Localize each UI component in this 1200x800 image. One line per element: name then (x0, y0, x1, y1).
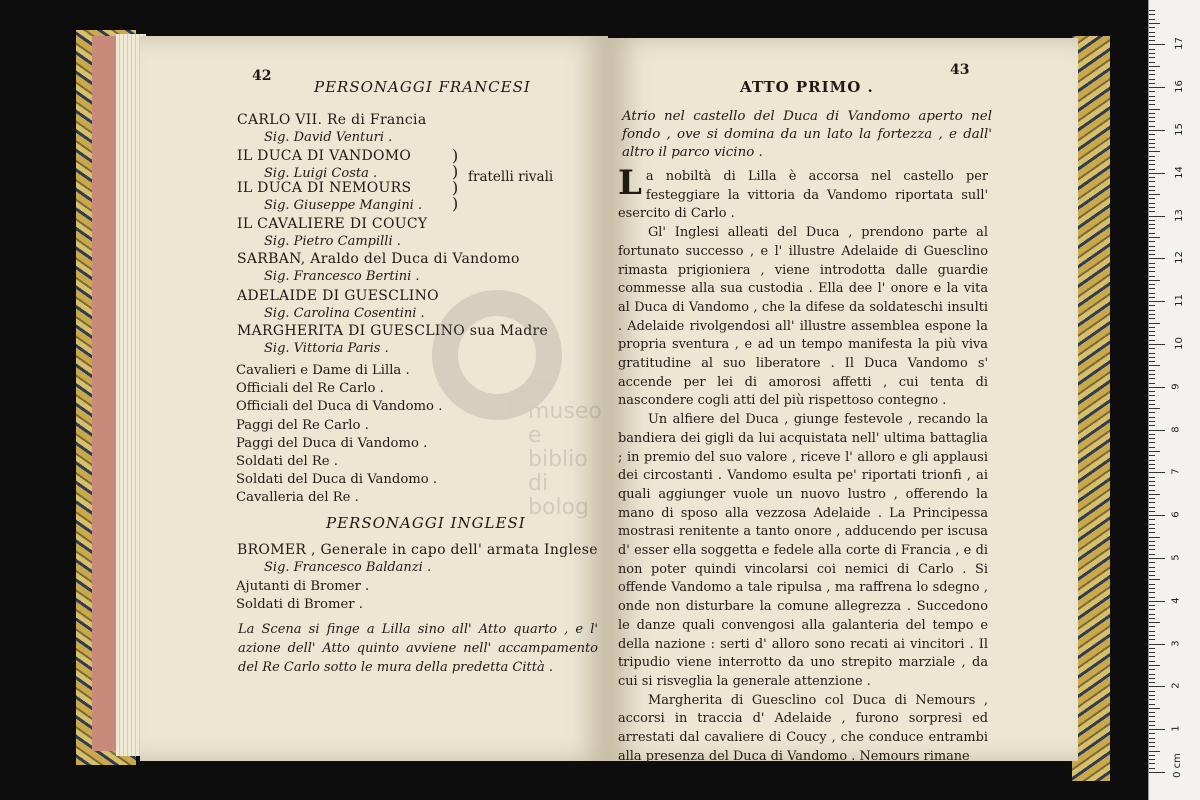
actor-name: Sig. Luigi Costa . (264, 166, 378, 181)
ruler-tick (1149, 464, 1155, 465)
ruler-tick (1149, 763, 1155, 764)
character-name: CARLO VII. Re di Francia (237, 112, 427, 128)
left-page-number: 42 (252, 68, 272, 84)
ruler-tick (1149, 233, 1155, 234)
ruler-tick (1149, 622, 1160, 623)
ruler-tick (1149, 699, 1155, 700)
ruler-tick (1149, 631, 1155, 632)
ruler-tick (1149, 276, 1155, 277)
ruler-tick (1149, 498, 1155, 499)
ruler-tick (1149, 237, 1160, 238)
ruler-tick (1149, 712, 1155, 713)
ruler-tick (1149, 62, 1155, 63)
ruler-tick (1149, 618, 1155, 619)
cast-entry (237, 251, 520, 285)
ruler-tick (1149, 472, 1165, 473)
ruler-tick (1149, 40, 1155, 41)
ruler-tick (1149, 207, 1155, 208)
ruler-tick (1149, 365, 1160, 366)
ruler-tick (1149, 357, 1155, 358)
ruler-tick (1149, 374, 1155, 375)
ruler-tick (1149, 395, 1155, 396)
ruler-tick (1149, 391, 1155, 392)
ruler-tick (1149, 323, 1160, 324)
extras-list (236, 362, 442, 508)
ruler-tick (1149, 121, 1155, 122)
right-page (608, 38, 1078, 764)
ruler-tick (1149, 173, 1165, 174)
ruler-tick (1149, 74, 1155, 75)
ruler-number: 3 (1170, 639, 1182, 647)
ruler-number: 17 (1173, 37, 1185, 51)
ruler-number: 7 (1170, 468, 1182, 476)
ruler-number: 1 (1170, 725, 1182, 732)
cast-entry (237, 216, 427, 250)
ruler-tick (1149, 310, 1155, 311)
ruler-tick (1149, 293, 1155, 294)
ruler-tick (1149, 335, 1155, 336)
brace-label: fratelli rivali (468, 169, 554, 185)
watermark-text: museo e biblio di bolog (528, 399, 602, 520)
character-name: ADELAIDE DI GUESCLINO (237, 288, 439, 304)
ruler-number: 14 (1173, 165, 1185, 179)
ruler-tick (1149, 151, 1160, 152)
ruler-tick (1149, 301, 1165, 302)
ruler-tick (1149, 494, 1160, 495)
ruler-tick (1149, 691, 1155, 692)
ruler-tick (1149, 528, 1155, 529)
ruler-tick (1149, 759, 1155, 760)
ruler-tick (1149, 297, 1155, 298)
ruler-tick (1149, 412, 1155, 413)
ruler-tick (1149, 614, 1155, 615)
ruler-tick (1149, 729, 1165, 730)
ruler-tick (1149, 190, 1155, 191)
ruler-tick (1149, 361, 1155, 362)
actor-name: Sig. Vittoria Paris . (264, 341, 389, 356)
ruler-tick (1149, 271, 1155, 272)
character-name: SARBAN, Araldo del Duca di Vandomo (237, 251, 520, 267)
ruler-tick (1149, 258, 1165, 259)
ruler-tick (1149, 348, 1155, 349)
measurement-ruler (1148, 0, 1200, 800)
ruler-tick (1149, 579, 1160, 580)
ruler-tick (1149, 639, 1155, 640)
ruler-tick (1149, 203, 1155, 204)
ruler-tick (1149, 661, 1155, 662)
ruler-number: 4 (1170, 597, 1182, 604)
ruler-tick (1149, 721, 1155, 722)
ruler-tick (1149, 100, 1155, 101)
actor-name: Sig. Francesco Bertini . (264, 269, 420, 284)
ruler-number: 11 (1173, 294, 1185, 308)
ruler-tick (1149, 79, 1155, 80)
ruler-tick (1149, 481, 1155, 482)
ruler-tick (1149, 66, 1160, 67)
ruler-tick (1149, 584, 1155, 585)
ruler-tick (1149, 254, 1155, 255)
ruler-number: 5 (1170, 554, 1182, 561)
ruler-tick (1149, 280, 1160, 281)
ruler-tick (1149, 241, 1155, 242)
ruler-tick (1149, 44, 1165, 45)
extra-item: Soldati di Bromer . (236, 597, 363, 613)
ruler-tick (1149, 665, 1160, 666)
ruler-tick (1149, 288, 1155, 289)
ruler-tick (1149, 246, 1155, 247)
ruler-tick (1149, 314, 1155, 315)
ruler-tick (1149, 134, 1155, 135)
extra-item: Officiali del Duca di Vandomo . (236, 399, 443, 415)
ruler-tick (1149, 340, 1155, 341)
ruler-tick (1149, 644, 1165, 645)
ruler-tick (1149, 181, 1155, 182)
ruler-tick (1149, 605, 1155, 606)
actor-name: Sig. David Venturi . (264, 130, 393, 145)
ruler-tick (1149, 126, 1155, 127)
scene-note: La Scena si finge a Lilla sino all' Atto quarto , e l' azione dell' Atto quinto avviene nell' accampamento del Re Carlo sotto le mura della predetta Città . (238, 622, 598, 675)
ruler-tick (1149, 164, 1155, 165)
paragraph: Gl' Inglesi alleati del Duca , prendono parte al fortunato successo , e l' illustre Adelaide di Guesclino rimasta prigioniera , viene introdotta dalle guardie commesse alla sua custodia . Ella dee l' onore e la vita al Duca di Vandomo , che la difese da soldateschi insulti . Adelaide rivolgendosi all' illustre assemblea espone la propria sventura , e ad un tempo manifesta la più viva gratitudine al suo liberatore . Il Duca Vandomo s' accende per lei di amorosi affetti , cui tenta di nascondere cogli atti del più rispettoso contegno . (618, 225, 988, 409)
ruler-tick (1149, 318, 1155, 319)
ruler-tick (1149, 704, 1155, 705)
ruler-tick (1149, 353, 1155, 354)
ruler-tick (1149, 156, 1155, 157)
ruler-tick (1149, 70, 1155, 71)
cast-header-english: PERSONAGGI INGLESI (326, 514, 526, 532)
ruler-tick (1149, 327, 1155, 328)
scene-description: Atrio nel castello del Duca di Vandomo aperto nel fondo , ove si domina da un lato la fortezza , e dall' altro il parco vicino . (622, 109, 992, 160)
cast-entry (237, 542, 598, 576)
ruler-tick (1149, 387, 1165, 388)
ruler-number: 9 (1170, 383, 1182, 390)
actor-name: Sig. Francesco Baldanzi . (264, 560, 432, 575)
ruler-tick (1149, 468, 1155, 469)
character-name: IL CAVALIERE DI COUCY (237, 216, 428, 232)
ruler-tick (1149, 537, 1160, 538)
ruler-tick (1149, 678, 1155, 679)
ruler-tick (1149, 23, 1160, 24)
ruler-tick (1149, 682, 1155, 683)
ruler-tick (1149, 519, 1155, 520)
ruler-tick (1149, 562, 1155, 563)
ruler-tick (1149, 370, 1155, 371)
ruler-tick (1149, 27, 1155, 28)
ruler-tick (1149, 57, 1155, 58)
right-page-number: 43 (950, 62, 970, 78)
ruler-number: 16 (1173, 80, 1185, 94)
museum-watermark-logo (432, 290, 602, 520)
ruler-tick (1149, 592, 1155, 593)
ruler-tick (1149, 772, 1165, 773)
ruler-tick (1149, 378, 1155, 379)
ruler-tick (1149, 575, 1155, 576)
english-extras-list (236, 578, 369, 614)
ruler-tick (1149, 87, 1165, 88)
synopsis-text (618, 163, 988, 767)
ruler-tick (1149, 755, 1155, 756)
cast-entry (237, 148, 411, 182)
ruler-tick (1149, 768, 1155, 769)
ruler-tick (1149, 194, 1160, 195)
ruler-tick (1149, 169, 1155, 170)
extra-item: Cavalleria del Re . (236, 490, 359, 506)
ruler-tick (1149, 425, 1155, 426)
ruler-tick (1149, 567, 1155, 568)
ruler-tick (1149, 113, 1155, 114)
ruler-tick (1149, 601, 1165, 602)
ruler-tick (1149, 485, 1155, 486)
ruler-tick (1149, 733, 1155, 734)
ruler-tick (1149, 708, 1160, 709)
character-name: IL DUCA DI NEMOURS (237, 180, 412, 196)
ruler-number: 8 (1170, 425, 1182, 433)
ruler-tick (1149, 104, 1155, 105)
ruler-tick (1149, 524, 1155, 525)
ruler-tick (1149, 19, 1155, 20)
extra-item: Soldati del Re . (236, 454, 338, 470)
ruler-tick (1149, 14, 1155, 15)
ruler-tick (1149, 430, 1165, 431)
ruler-tick (1149, 32, 1155, 33)
ruler-tick (1149, 532, 1155, 533)
extra-item: Paggi del Duca di Vandomo . (236, 435, 428, 451)
extra-item: Cavalieri e Dame di Lilla . (236, 363, 410, 378)
ruler-tick (1149, 117, 1155, 118)
ruler-tick (1149, 725, 1155, 726)
character-name: MARGHERITA DI GUESCLINO sua Madre (237, 323, 549, 339)
ruler-number: 10 (1173, 337, 1185, 350)
ruler-tick (1149, 626, 1155, 627)
ruler-tick (1149, 267, 1155, 268)
ruler-tick (1149, 502, 1155, 503)
ruler-tick (1149, 652, 1155, 653)
drop-cap: L (618, 163, 642, 203)
ruler-tick (1149, 130, 1165, 131)
ruler-tick (1149, 549, 1155, 550)
ruler-tick (1149, 442, 1155, 443)
ruler-tick (1149, 447, 1155, 448)
ruler-tick (1149, 438, 1155, 439)
ruler-tick (1149, 417, 1155, 418)
ruler-tick (1149, 507, 1155, 508)
ruler-tick (1149, 738, 1155, 739)
ruler-number: 13 (1173, 208, 1185, 222)
ruler-tick (1149, 669, 1155, 670)
ruler-tick (1149, 490, 1155, 491)
ruler-tick (1149, 228, 1155, 229)
ruler-tick (1149, 695, 1155, 696)
ruler-tick (1149, 49, 1155, 50)
ruler-tick (1149, 143, 1155, 144)
ruler-tick (1149, 216, 1165, 217)
ruler-tick (1149, 139, 1155, 140)
ruler-tick (1149, 460, 1155, 461)
actor-name: Sig. Carolina Cosentini . (264, 306, 425, 321)
ruler-tick (1149, 36, 1155, 37)
paragraph: a nobiltà di Lilla è accorsa nel castello per festeggiare la vittoria da Vandomo riportata sull' esercito di Carlo . (618, 169, 988, 222)
act-title: ATTO PRIMO . (740, 78, 874, 96)
ruler-tick (1149, 383, 1155, 384)
ruler-tick (1149, 160, 1155, 161)
ruler-tick (1149, 558, 1165, 559)
ruler-tick (1149, 674, 1155, 675)
extra-item: Officiali del Re Carlo . (236, 381, 384, 397)
ruler-tick (1149, 109, 1160, 110)
actor-name: Sig. Giuseppe Mangini . (264, 198, 423, 213)
ruler-tick (1149, 177, 1155, 178)
ruler-tick (1149, 96, 1155, 97)
cast-entry (237, 288, 439, 322)
ruler-tick (1149, 284, 1155, 285)
ruler-tick (1149, 305, 1155, 306)
ruler-tick (1149, 686, 1165, 687)
ruler-tick (1149, 224, 1155, 225)
ruler-tick (1149, 515, 1165, 516)
ruler-tick (1149, 421, 1155, 422)
character-name: BROMER , Generale in capo dell' armata Inglese (237, 542, 598, 558)
ruler-tick (1149, 588, 1155, 589)
brace-glyph: ) ) ) ) (452, 146, 459, 213)
ruler-tick (1149, 545, 1155, 546)
ruler-tick (1149, 344, 1165, 345)
ruler-tick (1149, 742, 1155, 743)
paragraph: Margherita di Guesclino col Duca di Nemours , accorsi in traccia d' Adelaide , furono sorpresi ed arrestati dal cavaliere di Coucy , che conduce entrambi alla presenza del Duca di Vandomo . Nemours rimane (618, 692, 988, 764)
ruler-tick (1149, 716, 1155, 717)
ruler-tick (1149, 250, 1155, 251)
ruler-tick (1149, 331, 1155, 332)
ruler-tick (1149, 746, 1155, 747)
ruler-tick (1149, 53, 1155, 54)
ruler-tick (1149, 455, 1155, 456)
ruler-tick (1149, 408, 1160, 409)
ruler-number: 12 (1173, 251, 1185, 265)
cast-header-french: PERSONAGGI FRANCESI (314, 78, 531, 96)
ruler-tick (1149, 211, 1155, 212)
character-name: IL DUCA DI VANDOMO (237, 148, 412, 164)
ruler-tick (1149, 434, 1155, 435)
cast-entry (237, 112, 426, 146)
ruler-tick (1149, 91, 1155, 92)
ruler-number: 15 (1173, 123, 1185, 136)
ruler-tick (1149, 186, 1155, 187)
ruler-number: 2 (1170, 682, 1182, 690)
ruler-tick (1149, 511, 1155, 512)
ruler-tick (1149, 609, 1155, 610)
ruler-tick (1149, 554, 1155, 555)
ruler-tick (1149, 571, 1155, 572)
ruler-tick (1149, 83, 1155, 84)
ruler-number: 6 (1170, 511, 1182, 518)
ruler-tick (1149, 597, 1155, 598)
ruler-tick (1149, 541, 1155, 542)
ruler-tick (1149, 263, 1155, 264)
extra-item: Ajutanti di Bromer . (236, 579, 370, 594)
ruler-tick (1149, 751, 1160, 752)
ruler-tick (1149, 404, 1155, 405)
ruler-tick (1149, 10, 1155, 11)
ruler-tick (1149, 648, 1155, 649)
ruler-tick (1149, 635, 1155, 636)
paragraph: Un alfiere del Duca , giunge festevole , recando la bandiera dei gigli da lui acquistata nell' ultima battaglia ; in premio del suo valore , riceve l' alloro e gli applausi dei circostanti . Vandomo esulta pe' riportati trionfi , ai quali aggiunger vuole un nuovo lustro , offerendo la mano di sposo alla vezzosa Adelaide . La Principessa mostrasi renitente a tanto onore , adducendo per iscusa d' esser ella soggetta e fedele alla corte di Francia , e di non poter quindi vincolarsi coi nemici di Carlo . Si offende Vandomo a tale ripulsa , ma raffrena lo sdegno , onde non disturbare la comune allegrezza . Succedono le danze quali convengosi alla galanteria del tempo e della nazione : serti d' alloro sono recati ai vincitori . Il tripudio viene interrotto da uno strepito marziale , da cui si risveglia la generale attenzione . (618, 412, 988, 689)
ruler-tick (1149, 220, 1155, 221)
ruler-tick (1149, 400, 1155, 401)
ruler-tick (1149, 656, 1155, 657)
actor-name: Sig. Pietro Campilli . (264, 234, 401, 249)
ruler-tick (1149, 477, 1155, 478)
ruler-tick (1149, 451, 1160, 452)
ruler-unit-label: 0 cm (1171, 753, 1183, 778)
ruler-tick (1149, 147, 1155, 148)
extra-item: Soldati del Duca di Vandomo . (236, 472, 438, 488)
extra-item: Paggi del Re Carlo . (236, 417, 369, 433)
cast-entry (237, 180, 422, 214)
ruler-tick (1149, 198, 1155, 199)
